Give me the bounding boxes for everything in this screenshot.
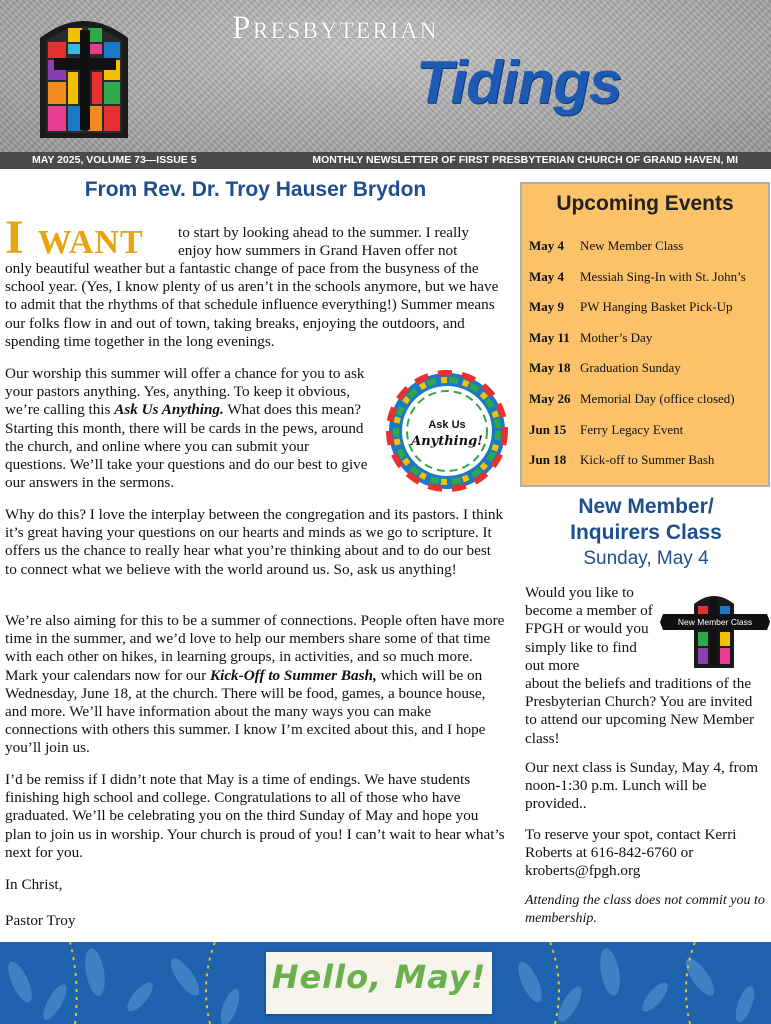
event-date: Jun 15 — [529, 422, 567, 437]
event-row — [529, 299, 733, 315]
ask-us-anything-emphasis: Ask Us Anything. — [114, 401, 224, 419]
text-run: We’re also aiming for this to be a summer of connections. People often have more time in the summer, and we’d love to help our members share some of that time with each other on hikes, in learning groups, in activities, and so much more. Mark your calendars now for our — [5, 612, 505, 684]
event-name: Mother’s Day — [580, 330, 653, 345]
article-paragraph-2 — [5, 365, 373, 492]
event-row — [529, 391, 735, 407]
new-member-contact: To reserve your spot, contact Kerri Roberts at 616-842-6760 or kroberts@fpgh.org — [525, 826, 737, 880]
article-heading: From Rev. Dr. Troy Hauser Brydon — [84, 178, 427, 201]
masthead-title-main: Tidings — [416, 49, 622, 116]
hello-may-text: Hello, May! — [271, 958, 487, 996]
hello-may-card — [266, 952, 492, 1014]
event-date: May 11 — [529, 330, 570, 345]
issue-info-bar — [0, 152, 771, 169]
new-member-heading — [521, 494, 771, 546]
events-title: Upcoming Events — [556, 192, 734, 215]
drop-cap: I want — [5, 211, 144, 264]
event-row — [529, 422, 683, 438]
event-name: Ferry Legacy Event — [580, 422, 684, 437]
kickoff-emphasis: Kick-Off to Summer Bash, — [209, 666, 377, 684]
masthead-title-top: Presbyterian — [232, 10, 439, 46]
article-paragraph-3: Why do this? I love the interplay between the congregation and its pastors. I think it’s great having your questions on our hearts and minds as we go to scripture. It offers us the chance to really hear what you’re thinking about and to do our best to connect what we believe with the world around us. So, ask us anything! — [5, 506, 504, 578]
text-run: Our worship this summer will offer a chance for you to ask your pastors anything. Yes, anything. To keep it obvious, we’re calling this — [5, 365, 365, 419]
event-date: Jun 18 — [529, 452, 567, 467]
text-run: What does this mean? Starting this month, there will be cards in the pews, around the church, and online where you can submit your questions. We’ll take your questions and do our best to give our answers in the sermons. — [5, 401, 368, 492]
event-name: New Member Class — [580, 238, 684, 253]
ask-us-anything-badge — [386, 370, 508, 492]
article-paragraph-1-start: to start by looking ahead to the summer. I really enjoy how summers in Grand Haven offer not — [178, 224, 470, 260]
masthead — [0, 0, 771, 152]
event-date: May 4 — [529, 238, 565, 253]
new-member-paragraph-1-start: Would you like to become a member of FPGH or would you simply like to find out more — [525, 584, 653, 674]
upcoming-events-box — [520, 182, 770, 487]
event-row — [529, 269, 746, 285]
event-name: Messiah Sing-In with St. John’s — [580, 269, 746, 284]
badge-line-2: Anything! — [411, 434, 483, 449]
event-row — [529, 360, 681, 376]
event-date: May 9 — [529, 299, 565, 314]
event-name: PW Hanging Basket Pick-Up — [580, 299, 733, 314]
tagline: MONTHLY NEWSLETTER OF FIRST PRESBYTERIAN CHURCH OF GRAND HAVEN, MI — [312, 154, 738, 166]
new-member-heading-line-1: New Member/ — [578, 495, 714, 518]
event-row — [529, 238, 683, 254]
closing-line: In Christ, — [5, 876, 63, 893]
article-paragraph-4 — [5, 612, 505, 758]
new-member-note: Attending the class does not commit you to membership. — [525, 893, 765, 926]
event-row — [529, 452, 714, 468]
article-paragraph-1: only beautiful weather but a fantastic change of pace from the busyness of the school year. (Yes, I know plenty of us aren’t in the schools anymore, but we have to admit that the rhythms of that schedule influence everything!) Summer means our folks flow in and out of town, taking breaks, enjoying the outdoors, and spending time together in the long evenings. — [5, 260, 499, 350]
event-date: May 18 — [529, 360, 571, 375]
event-name: Memorial Day (office closed) — [580, 391, 735, 406]
article-paragraph-5: I’d be remiss if I didn’t note that May is a time of endings. We have students finishing high school and college. Congratulations to all of those who have graduated. We’ll be celebrating you on the third Sunday of May and hope you plan to join us in worship. Your church is proud of you! I can’t wait to hear what’s next for you. — [5, 771, 505, 861]
issue-label: MAY 2025, VOLUME 73—ISSUE 5 — [32, 154, 197, 166]
stained-glass-cross-logo — [36, 10, 132, 140]
badge-line-1: Ask Us — [428, 419, 466, 431]
new-member-class-logo — [660, 590, 770, 670]
new-member-paragraph-2: Our next class is Sunday, May 4, from noon-1:30 p.m. Lunch will be provided.. — [525, 759, 759, 813]
new-member-paragraph-1: about the beliefs and traditions of the Presbyterian Church? You are invited to attend our upcoming New Member class! — [525, 675, 755, 747]
signature: Pastor Troy — [5, 912, 76, 929]
event-date: May 4 — [529, 269, 565, 284]
new-member-subheading: Sunday, May 4 — [583, 548, 709, 569]
event-row — [529, 330, 652, 346]
logo-label: New Member Class — [677, 617, 753, 627]
event-name: Graduation Sunday — [580, 360, 681, 375]
text-run: which will be on Wednesday, June 18, at the church. There will be food, games, a bounce house, and more. We’ll have information about the many ways you can make connections with others this summer. I know I’m excited about this, and I hope you’ll join us. — [5, 666, 486, 757]
new-member-heading-line-2: Inquirers Class — [570, 521, 722, 544]
event-name: Kick-off to Summer Bash — [580, 452, 715, 467]
event-date: May 26 — [529, 391, 571, 406]
